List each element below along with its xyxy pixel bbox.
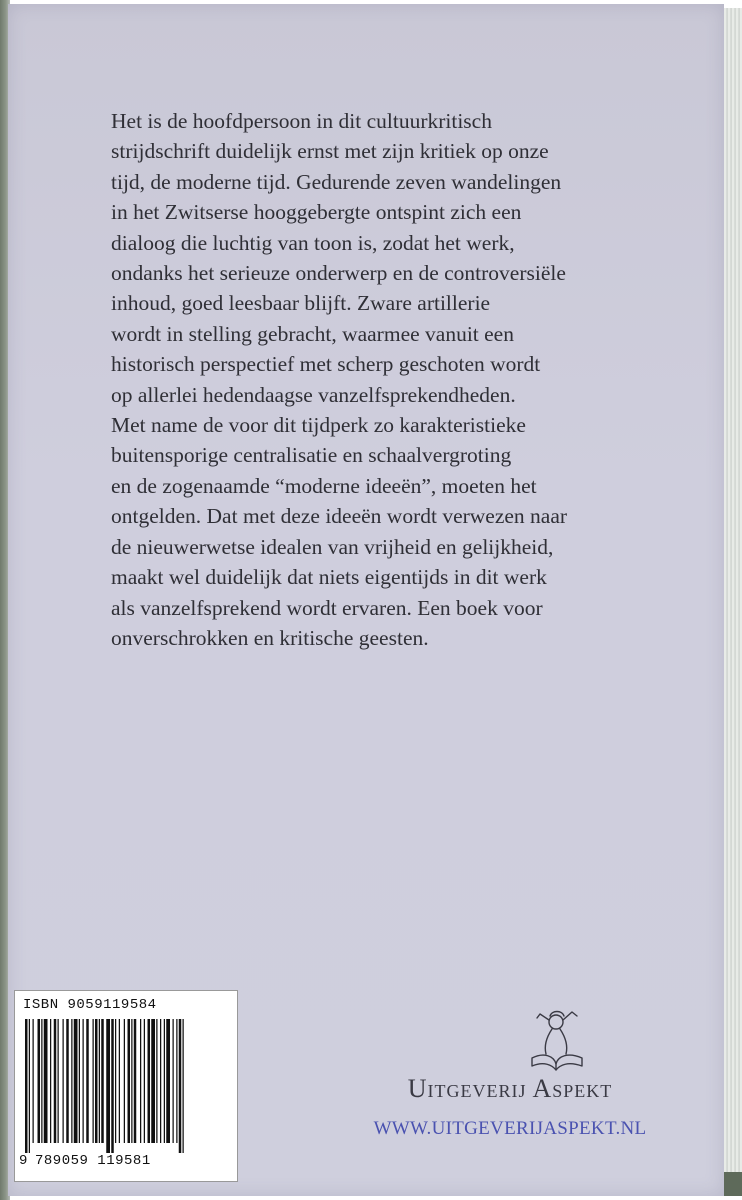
barcode-bar — [144, 1019, 145, 1143]
barcode-bar — [131, 1019, 132, 1143]
blurb-line: Het is de hoofdpersoon in dit cultuurkritisch — [111, 109, 492, 133]
barcode-bar — [29, 1019, 30, 1153]
blurb-line: op allerlei hedendaagse vanzelfsprekendheden. — [111, 382, 516, 407]
blurb-line: maakt wel duidelijk dat niets eigentijds in dit werk — [111, 565, 547, 590]
blurb-line: als vanzelfsprekend wordt ervaren. Een boek voor — [111, 595, 543, 620]
blurb-line: wordt in stelling gebracht, waarmee vanuit een — [111, 321, 514, 346]
barcode-bar — [173, 1019, 174, 1143]
barcode-bar — [179, 1019, 182, 1153]
barcode-bar — [151, 1019, 155, 1143]
blurb-text — [111, 106, 711, 653]
barcode-bar — [95, 1019, 98, 1143]
barcode-bar — [156, 1019, 157, 1143]
barcode-bar — [134, 1019, 137, 1143]
blurb-line: Met name de voor dit tijdperk zo karakteristieke — [111, 413, 526, 438]
barcode-bar — [140, 1019, 141, 1143]
blurb-line: buitensporige centralisatie en schaalvergroting — [111, 443, 512, 468]
blurb-line: in het Zwitserse hooggebergte ontspint zich een — [111, 200, 522, 225]
barcode-bar — [83, 1019, 84, 1143]
blurb-line: tijd, de moderne tijd. Gedurende zeven wandelingen — [111, 169, 562, 194]
barcode-bar — [176, 1019, 177, 1143]
barcode-bar — [86, 1019, 89, 1143]
barcode-bar — [183, 1019, 184, 1153]
barcode-bar — [74, 1019, 78, 1143]
blurb-line: inhoud, goed leesbaar blijft. Zware artillerie — [111, 291, 491, 316]
barcode-bar — [119, 1019, 120, 1143]
barcode-bar — [54, 1019, 57, 1143]
reading-figure-icon — [522, 1008, 592, 1074]
blurb-line: strijdschrift duidelijk ernst met zijn kritiek op onze — [111, 139, 549, 164]
barcode-bar — [44, 1019, 48, 1143]
isbn-label: ISBN 9059119584 — [23, 997, 157, 1013]
barcode-bar — [50, 1019, 51, 1143]
barcode-bar — [111, 1019, 114, 1153]
barcode-bar — [63, 1019, 64, 1143]
isbn-number: 789059 119581 — [35, 1153, 151, 1169]
barcode-bar — [71, 1019, 72, 1143]
barcode-bar — [33, 1019, 34, 1143]
barcode-bar — [38, 1019, 41, 1143]
barcode-bar — [164, 1019, 165, 1143]
barcode-bar — [58, 1019, 59, 1143]
barcode-bar — [160, 1019, 161, 1143]
blurb-line: ondanks het serieuze onderwerp en de controversiële — [111, 261, 566, 286]
barcode-bar — [41, 1019, 42, 1143]
barcode-bar — [25, 1019, 28, 1153]
publisher-url: WWW.UITGEVERIJASPEKT.NL — [373, 1118, 647, 1139]
barcode-bar — [106, 1019, 110, 1153]
barcode-bar — [148, 1019, 151, 1143]
barcode-bars — [19, 1019, 231, 1153]
barcode-bar — [79, 1019, 80, 1143]
blurb-line: de nieuwerwetse idealen van vrijheid en gelijkheid, — [111, 534, 554, 559]
isbn-number-first-digit: 9 — [19, 1153, 28, 1169]
page-edges — [723, 8, 742, 1196]
barcode-bar — [101, 1019, 104, 1143]
barcode-bar — [115, 1019, 116, 1143]
barcode-bar — [66, 1019, 69, 1143]
blurb-line: ontgelden. Dat met deze ideeën wordt verwezen naar — [111, 504, 568, 529]
barcode-bar — [124, 1019, 125, 1143]
isbn-barcode-box — [14, 990, 238, 1182]
barcode-bar — [99, 1019, 100, 1143]
barcode-bar — [93, 1019, 94, 1143]
blurb-line: onverschrokken en kritische geesten. — [111, 625, 429, 650]
blurb-line: en de zogenaamde “moderne ideeën”, moeten het — [111, 473, 537, 498]
barcode-bar — [128, 1019, 131, 1143]
blurb-line: historisch perspectief met scherp geschoten wordt — [111, 352, 541, 377]
publisher-name: Uitgeverij Aspekt — [407, 1074, 613, 1103]
blurb-line: dialoog die luchtig van toon is, zodat het werk, — [111, 230, 515, 255]
barcode-bar — [166, 1019, 170, 1143]
